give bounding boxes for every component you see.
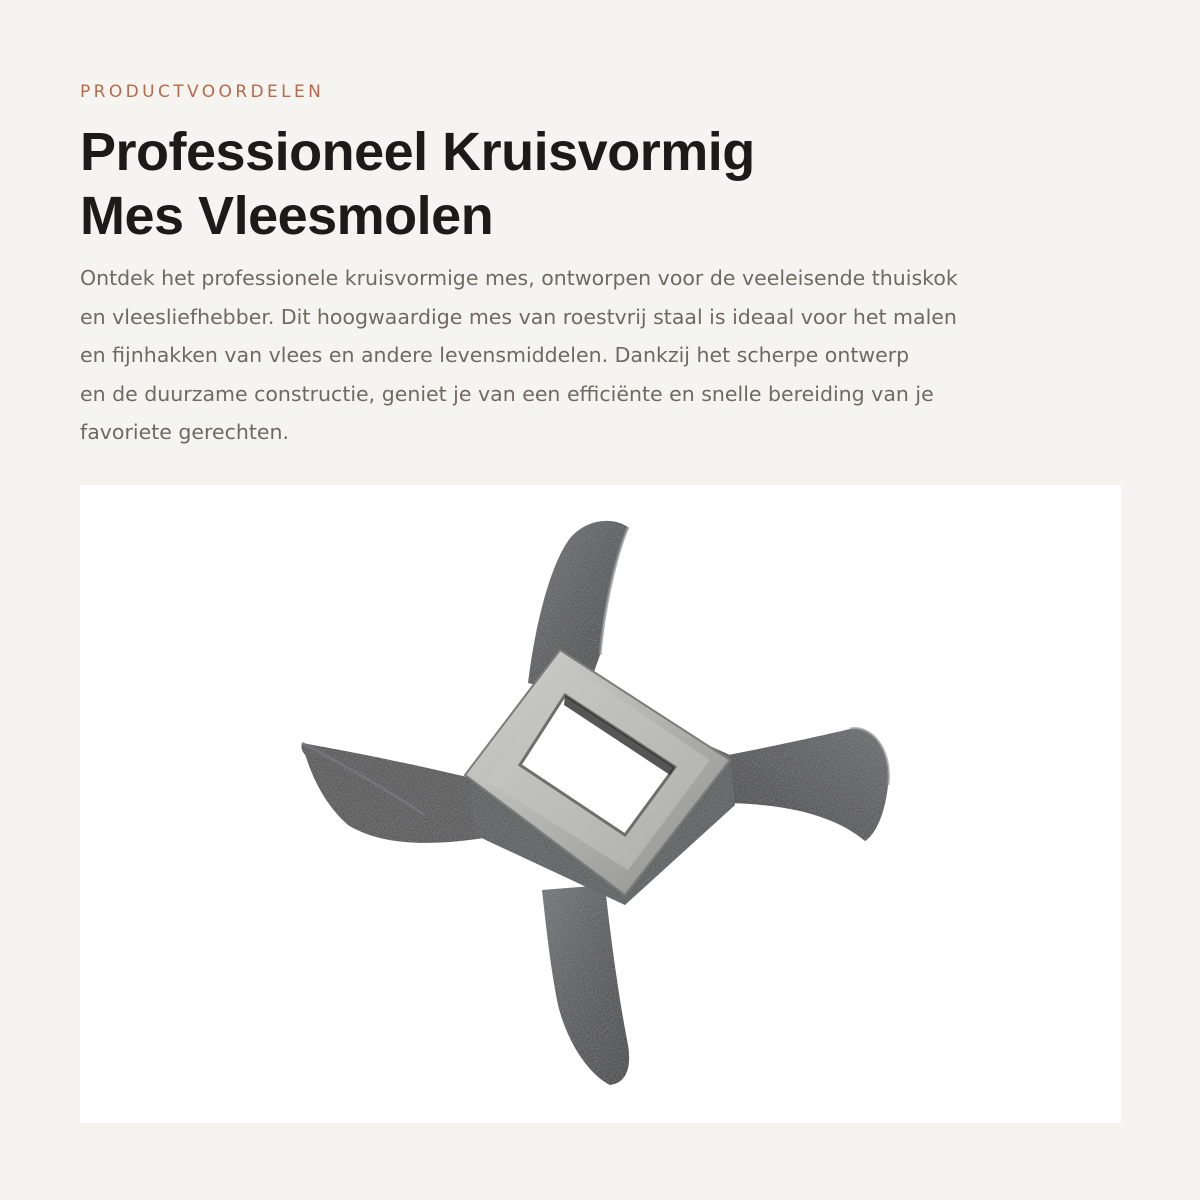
title-line-2: Mes Vleesmolen	[80, 186, 494, 246]
cross-knife-blade-image	[80, 485, 1121, 1123]
title-line-1: Professioneel Kruisvormig	[80, 122, 755, 182]
product-image-panel	[80, 485, 1121, 1123]
intro-line-5: favoriete gerechten.	[80, 420, 289, 444]
section-eyebrow: PRODUCTVOORDELEN	[80, 82, 325, 102]
blade-arm-right	[728, 729, 888, 841]
intro-line-4: en de duurzame constructie, geniet je van een efficiënte en snelle bereiding van je	[80, 381, 934, 406]
intro-line-1: Ontdek het professionele kruisvormige mes, ontworpen voor de veeleisende thuiskok	[80, 266, 958, 290]
blade-arm-bottom	[542, 885, 629, 1085]
blade-hub	[465, 650, 730, 895]
page-title	[80, 120, 755, 248]
intro-paragraph	[80, 259, 958, 452]
intro-line-2: en vleesliefhebber. Dit hoogwaardige mes van roestvrij staal is ideaal voor het malen	[80, 304, 957, 329]
intro-line-3: en fijnhakken van vlees en andere levensmiddelen. Dankzij het scherpe ontwerp	[80, 343, 910, 367]
